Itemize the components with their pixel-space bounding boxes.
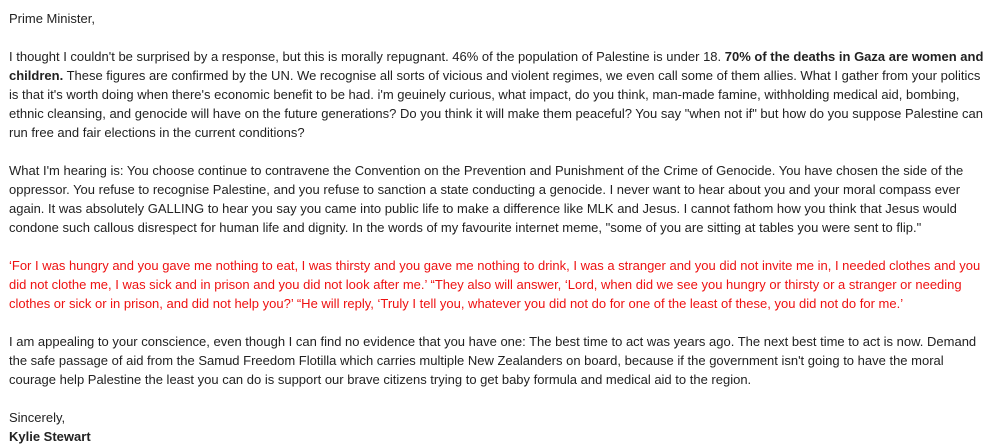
scripture-quote: ‘For I was hungry and you gave me nothing to eat, I was thirsty and you gave me nothing to drink, I was a stranger and you did not invite me in, I needed clothes and you did not clothe me, I was sick and in prison and you did not look after me.’ “They also will answer, ‘Lord, when did we see you hungry or thirsty or a stranger or needing clothes or sick or in prison, and did not help you?’ “He will reply, ‘Truly I tell you, whatever you did not do for one of the least of these, you did not do for me.’ [9, 258, 981, 311]
paragraph-statistics-rest: These figures are confirmed by the UN. We recognise all sorts of vicious and violent regimes, we even call some of them allies. What I gather from your politics is that it's worth doing when there's economic benefit to be had. i'm geuinely curious, what impact, do you think, man-made famine, withholding medical aid, bombing, ethnic cleansing, and genocide will have on the future generations? Do you think it will make them peaceful? You say "when not if" but how do you suppose Palestine can run free and fair elections in the current conditions? [9, 68, 984, 140]
paragraph-statistics-text: I thought I couldn't be surprised by a response, but this is morally repugnant. 46% of the population of Palestine is under 18. [9, 49, 725, 64]
paragraph-statistics [9, 47, 992, 142]
paragraph-genocide-convention: What I'm hearing is: You choose continue to contravene the Convention on the Prevention and Punishment of the Crime of Genocide. You have chosen the side of the oppressor. You refuse to recognise Palestine, and you refuse to sanction a state conducting a genocide. I never want to hear about you and your moral compass ever again. It was absolutely GALLING to hear you say you came into public life to make a difference like MLK and Jesus. I cannot fathom how you think that Jesus would condone such callous disrespect for human life and dignity. In the words of my favourite internet meme, "some of you are sitting at tables you were sent to flip." [9, 163, 964, 235]
salutation: Prime Minister, [9, 11, 95, 26]
signature-name: Kylie Stewart [9, 429, 91, 444]
emphasis-deaths-statistic: 70% of the deaths in Gaza are women and children. [9, 49, 984, 83]
email-body [9, 9, 992, 446]
signoff: Sincerely, [9, 410, 66, 425]
paragraph-appeal: I am appealing to your conscience, even though I can find no evidence that you have one: The best time to act was years ago. The next best time to act is now. Demand the safe passage of aid from the Samud Freedom Flotilla which carries multiple New Zealanders on board, because if the government isn't going to have the moral courage help Palestine the least you can do is support our brave citizens trying to get baby formula and medical aid to the region. [9, 334, 977, 387]
